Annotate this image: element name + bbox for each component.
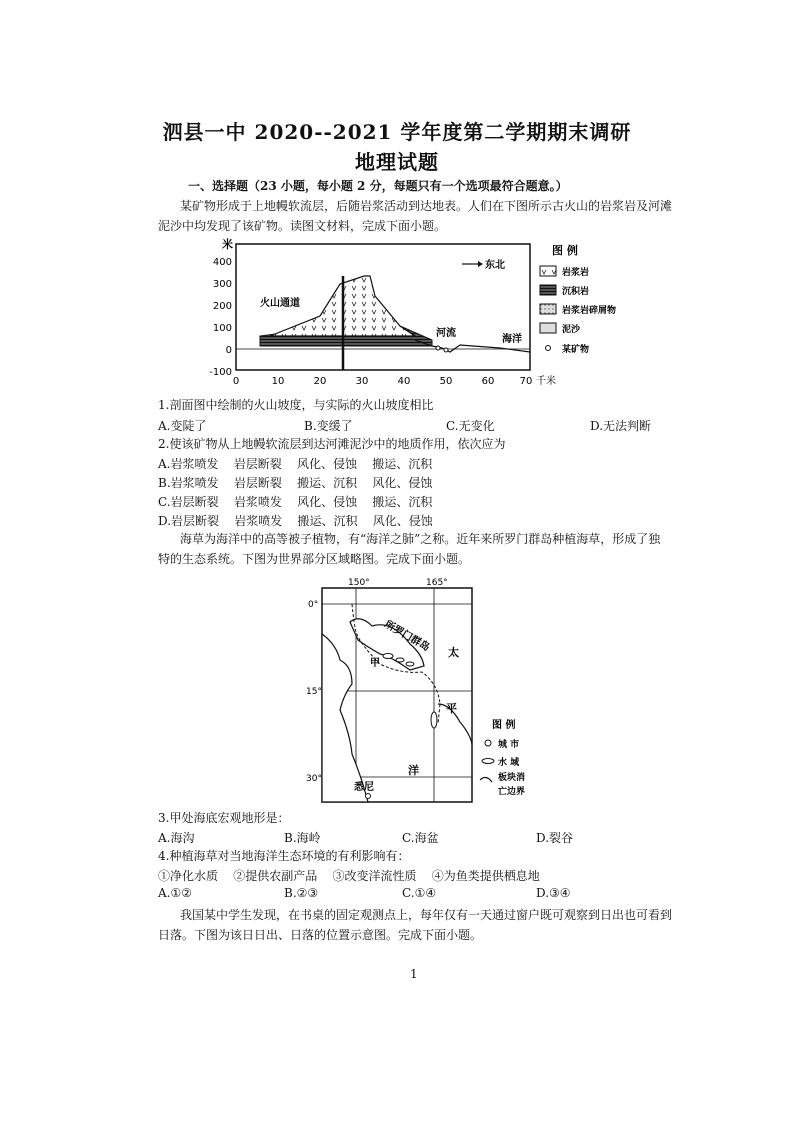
intro2-line1: 海草为海洋中的高等被子植物，有“海洋之肺”之称。近年来所罗门群岛种植海草，形成了独: [180, 532, 661, 546]
legend-swatch-sand: [540, 323, 556, 333]
q2-stem: 2.使该矿物从上地幔软流层到达河滩泥沙中的地质作用，依次应为: [158, 437, 506, 451]
q1-option-a: A.变陡了: [158, 419, 207, 433]
q4-items: ①净化水质 ②提供农副产品 ③改变洋流性质 ④为鱼类提供栖息地: [158, 869, 540, 883]
q4-stem: 4.种植海草对当地海洋生态环境的有利影响有：: [158, 849, 410, 863]
x-tick: 30: [355, 376, 369, 387]
q1-option-c: C.无变化: [446, 419, 495, 433]
q1-option-d: D.无法判断: [590, 419, 652, 433]
x-tick: 60: [481, 376, 495, 387]
y-tick: 200: [212, 301, 232, 312]
x-tick: 10: [271, 376, 285, 387]
q4-option-a: A.①②: [158, 886, 192, 900]
q1-stem: 1.剖面图中绘制的火山坡度，与实际的火山坡度相比: [158, 398, 434, 412]
q4-option-c: C.①④: [402, 886, 437, 900]
legend-plate-label-2: 亡边界: [498, 787, 526, 797]
x-tick: 0: [232, 376, 240, 387]
lat-label-0: 0°: [308, 600, 319, 610]
legend-label: 岩浆岩碎屑物: [562, 306, 617, 316]
y-tick: 100: [212, 323, 232, 334]
intro2-line2: 特的生态系统。下图为世界部分区域略图。完成下面小题。: [158, 552, 471, 566]
q2-option-c: C.岩层断裂 岩浆喷发 风化、侵蚀 搬运、沉积: [158, 495, 433, 509]
direction-label: 东北: [485, 260, 505, 271]
q3-option-d: D.裂谷: [536, 831, 574, 845]
x-tick: 20: [313, 376, 327, 387]
legend-swatch-sedimentary: [540, 285, 556, 295]
x-tick: 50: [439, 376, 453, 387]
q2-option-d: D.岩层断裂 岩浆喷发 搬运、沉积 风化、侵蚀: [158, 514, 433, 528]
legend-water-symbol: [482, 759, 494, 764]
label-yang: 洋: [408, 764, 419, 777]
q3-option-a: A.海沟: [158, 831, 195, 845]
q4-option-b: B.②③: [284, 886, 319, 900]
legend-city-symbol: [485, 740, 491, 746]
legend-mineral-symbol: [546, 346, 551, 351]
q3-option-c: C.海盆: [402, 831, 439, 845]
y-axis-unit: 米: [222, 238, 233, 251]
sydney-city-marker: [366, 794, 371, 799]
q4-option-d: D.③④: [536, 886, 571, 900]
legend-swatch-magmatic: [540, 266, 556, 276]
legend-swatch-debris: [540, 304, 556, 314]
intro3-line2: 日落。下图为该日日出、日落的位置示意图。完成下面小题。: [158, 928, 483, 942]
label-tai: 太: [448, 646, 459, 659]
legend-title: 图 例: [552, 244, 578, 257]
label-jia: 甲: [370, 658, 380, 669]
lat-label-15: 15°: [306, 687, 322, 697]
y-tick: 0: [225, 345, 232, 356]
label-ocean: 海洋: [502, 334, 522, 345]
lon-label-165: 165°: [426, 578, 448, 588]
q2-option-b: B.岩浆喷发 岩层断裂 搬运、沉积 风化、侵蚀: [158, 476, 433, 490]
y-tick: 300: [212, 279, 232, 290]
legend-label: 岩浆岩: [562, 268, 590, 278]
x-axis-unit: 千米: [536, 376, 556, 387]
q1-option-b: B.变缓了: [304, 419, 353, 433]
legend-water-label: 水 域: [498, 758, 520, 768]
intro3-line1: 我国某中学生发现，在书桌的固定观测点上，每年仅有一天通过窗户既可观察到日出也可看到: [180, 908, 673, 922]
intro1-line2: 泥沙中均发现了该矿物。读图文材料，完成下面小题。: [158, 219, 447, 233]
label-sydney: 悉尼: [354, 782, 374, 793]
label-ping: 平: [446, 702, 457, 715]
y-tick: 400: [212, 257, 232, 268]
lon-label-150: 150°: [348, 578, 370, 588]
q3-stem: 3.甲处海底宏观地形是：: [158, 811, 290, 825]
page-number: 1: [410, 967, 418, 981]
legend-label: 泥沙: [562, 325, 581, 335]
volcano-profile-figure: [200, 236, 650, 396]
legend-plate-symbol: [480, 777, 492, 782]
x-tick: 40: [397, 376, 411, 387]
legend-city-label: 城 市: [498, 740, 520, 750]
label-river: 河流: [436, 328, 456, 339]
section-header: 一、选择题（23 小题，每小题 2 分，每题只有一个选项最符合题意。）: [188, 179, 568, 193]
q3-option-b: B.海岭: [284, 831, 321, 845]
map-legend-title: 图 例: [492, 720, 516, 731]
q2-option-a: A.岩浆喷发 岩层断裂 风化、侵蚀 搬运、沉积: [158, 457, 433, 471]
exam-subtitle: 地理试题: [355, 150, 439, 174]
legend-plate-label-1: 板块消: [498, 773, 526, 783]
exam-title: 泗县一中 2020--2021 学年度第二学期期末调研: [162, 120, 632, 144]
intro1-line1: 某矿物形成于上地幔软流层，后随岩浆活动到达地表。人们在下图所示古火山的岩浆岩及河滩: [180, 199, 673, 213]
legend-label: 某矿物: [562, 345, 590, 355]
x-tick: 70: [519, 376, 533, 387]
legend-label: 沉积岩: [562, 287, 590, 297]
lat-label-30: 30°: [306, 774, 322, 784]
label-solomon: 所罗门群岛: [382, 619, 432, 654]
region-map-figure: [300, 574, 560, 808]
y-tick: -100: [209, 367, 232, 378]
label-volcano-channel: 火山通道: [260, 298, 300, 309]
